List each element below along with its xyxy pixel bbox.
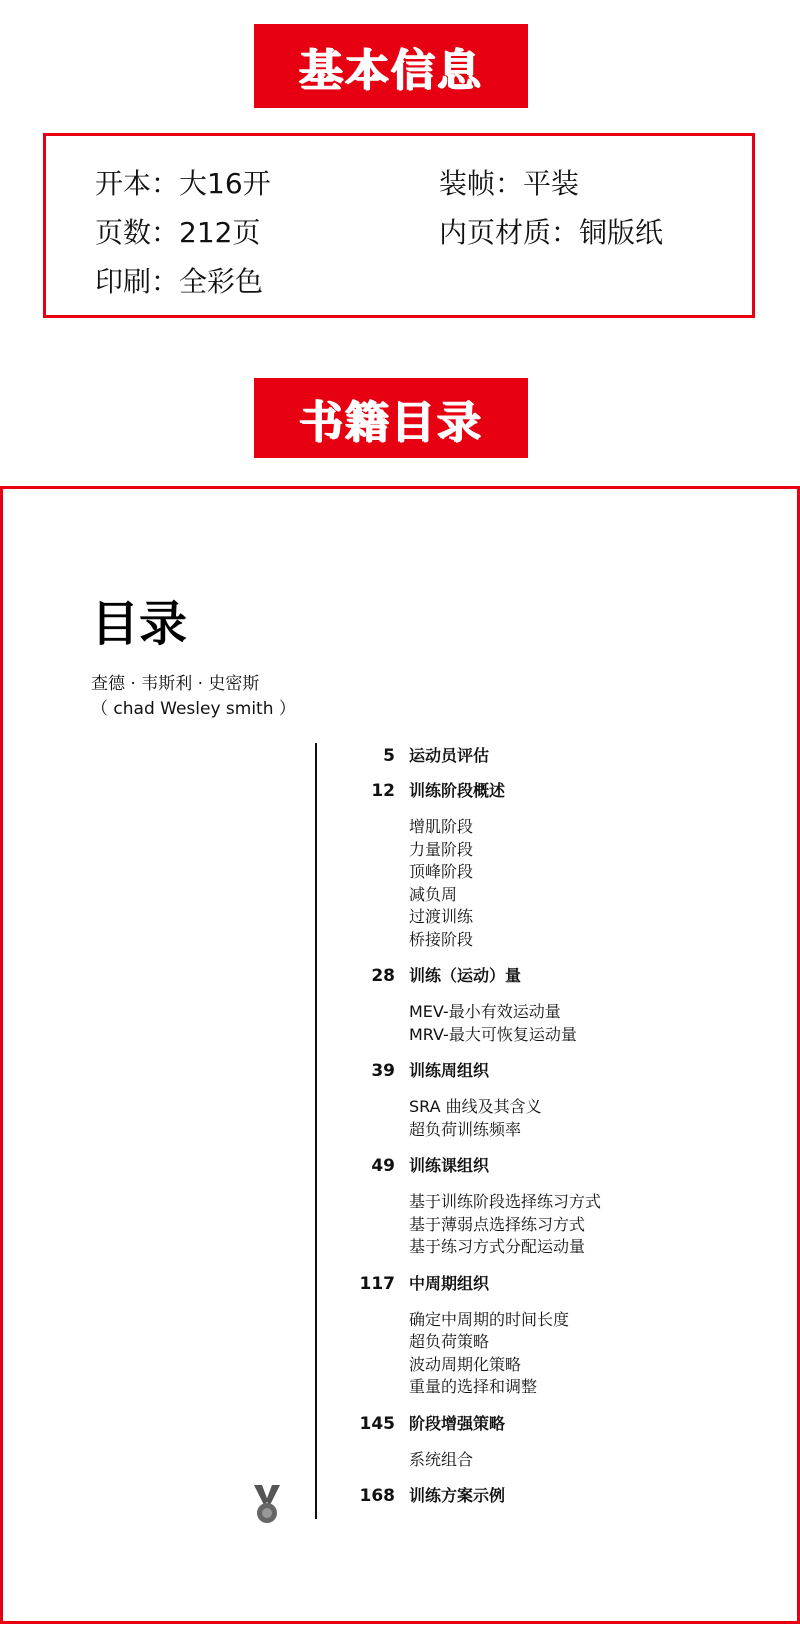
toc-chapter-page: 117 bbox=[359, 1273, 395, 1294]
toc-subsection: 基于训练阶段选择练习方式 bbox=[409, 1192, 602, 1211]
toc-subsection: 超负荷训练频率 bbox=[409, 1119, 522, 1139]
toc-divider-line bbox=[315, 743, 317, 1519]
toc-subsection: 系统组合 bbox=[409, 1449, 474, 1469]
toc-subsection-list bbox=[409, 816, 763, 951]
toc-subsection: 重量的选择和调整 bbox=[409, 1377, 538, 1396]
toc-chapter-title: 训练阶段概述 bbox=[409, 781, 506, 800]
toc-list bbox=[343, 745, 763, 1507]
toc-chapter-page: 39 bbox=[371, 1061, 395, 1081]
toc-subsection-list bbox=[409, 1096, 763, 1141]
toc-chapter-page: 12 bbox=[371, 781, 395, 801]
toc-banner: 书籍目录 bbox=[254, 378, 528, 458]
author-chinese: 查德 · 韦斯利 · 史密斯 bbox=[91, 674, 260, 694]
medal-icon bbox=[252, 1485, 282, 1525]
toc-chapter-title: 训练（运动）量 bbox=[409, 966, 522, 985]
toc-subsection: 波动周期化策略 bbox=[409, 1354, 522, 1374]
toc-subsection: MRV-最大可恢复运动量 bbox=[409, 1024, 577, 1044]
toc-chapter-page: 28 bbox=[371, 966, 395, 986]
toc-chapter-title: 训练方案示例 bbox=[409, 1486, 506, 1505]
basic-info-box bbox=[43, 133, 755, 318]
toc-chapter-page: 145 bbox=[359, 1413, 395, 1434]
toc-subsection-list bbox=[409, 1309, 763, 1399]
toc-chapter-page: 5 bbox=[383, 746, 395, 766]
toc-subsection: SRA 曲线及其含义 bbox=[409, 1097, 542, 1116]
toc-subsection: 确定中周期的时间长度 bbox=[409, 1309, 570, 1329]
toc-subsection: 基于练习方式分配运动量 bbox=[409, 1237, 586, 1256]
toc-chapter bbox=[343, 1273, 763, 1295]
toc-chapter bbox=[343, 1485, 763, 1507]
toc-chapter-page: 49 bbox=[371, 1156, 395, 1176]
toc-chapter-title: 运动员评估 bbox=[409, 746, 490, 765]
toc-chapter-title: 阶段增强策略 bbox=[409, 1413, 506, 1433]
toc-subsection: 减负周 bbox=[409, 884, 458, 904]
toc-chapter bbox=[343, 1155, 763, 1177]
toc-subsection: 超负荷策略 bbox=[409, 1332, 490, 1351]
toc-subsection: 基于薄弱点选择练习方式 bbox=[409, 1214, 586, 1234]
toc-chapter bbox=[343, 1413, 763, 1435]
info-format: 开本：大16开 bbox=[95, 167, 271, 200]
toc-chapter-title: 训练课组织 bbox=[409, 1156, 490, 1175]
toc-box bbox=[0, 486, 800, 1624]
toc-subsection: 力量阶段 bbox=[409, 839, 474, 859]
toc-subsection: 顶峰阶段 bbox=[409, 862, 474, 881]
toc-chapter bbox=[343, 965, 763, 987]
toc-chapter-title: 训练周组织 bbox=[409, 1061, 490, 1080]
info-binding: 装帧：平装 bbox=[439, 167, 580, 200]
toc-subsection: 桥接阶段 bbox=[409, 929, 474, 949]
toc-subsection-list bbox=[409, 1449, 763, 1472]
toc-title: 目录 bbox=[91, 596, 188, 652]
info-pages: 页数：212页 bbox=[95, 216, 261, 249]
toc-chapter-title: 中周期组织 bbox=[409, 1273, 490, 1293]
toc-subsection: 增肌阶段 bbox=[409, 817, 474, 836]
toc-chapter bbox=[343, 780, 763, 802]
basic-info-banner: 基本信息 bbox=[254, 24, 528, 108]
toc-subsection: 过渡训练 bbox=[409, 907, 474, 926]
toc-subsection-list bbox=[409, 1191, 763, 1259]
info-paper: 内页材质：铜版纸 bbox=[439, 216, 664, 249]
author-english: （ chad Wesley smith ） bbox=[91, 699, 296, 719]
toc-subsection-list bbox=[409, 1001, 763, 1046]
toc-chapter-page: 168 bbox=[359, 1486, 395, 1506]
toc-chapter bbox=[343, 745, 763, 767]
toc-chapter bbox=[343, 1060, 763, 1082]
toc-subsection: MEV-最小有效运动量 bbox=[409, 1002, 561, 1021]
info-printing: 印刷：全彩色 bbox=[95, 265, 264, 298]
